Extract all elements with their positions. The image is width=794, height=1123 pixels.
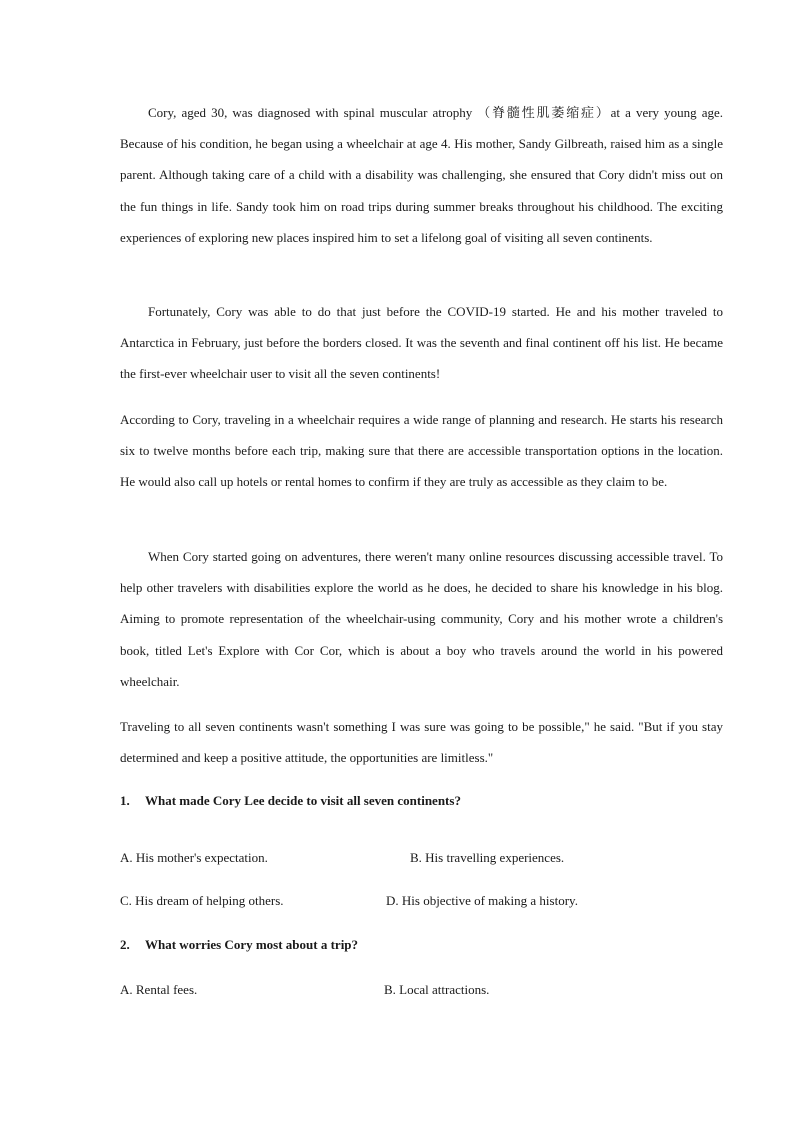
question-1-option-d: D. His objective of making a history. bbox=[386, 893, 578, 908]
question-1-option-c: C. His dream of helping others. bbox=[120, 893, 284, 908]
passage-paragraph-3: According to Cory, traveling in a wheelchair requires a wide range of planning and research. He starts his research six to twelve months before each trip, making sure that there are accessible transportation options in the location. He would also call up hotels or rental homes to confirm if they are truly as accessible as they claim to be. bbox=[120, 412, 723, 490]
question-1-option-b: B. His travelling experiences. bbox=[410, 850, 565, 865]
passage-paragraph-2: Fortunately, Cory was able to do that just before the COVID-19 started. He and his mother traveled to Antarctica in February, just before the borders closed. It was the seventh and final continent off his list. He became the first-ever wheelchair user to visit all the seven continents! bbox=[120, 304, 723, 382]
question-1-option-a: A. His mother's expectation. bbox=[120, 850, 268, 865]
question-1 bbox=[120, 793, 461, 809]
passage-paragraph-1: Cory, aged 30, was diagnosed with spinal muscular atrophy （脊髓性肌萎缩症）at a very young age. Because of his condition, he began using a wheelchair at age 4. His mother, Sandy Gilbreath, raised him as a single parent. Although taking care of a child with a disability was challenging, she ensured that Cory didn't miss out on the fun things in life. Sandy took him on road trips during summer breaks throughout his childhood. The exciting experiences of exploring new places inspired him to set a lifelong goal of visiting all seven continents. bbox=[120, 105, 723, 245]
passage-paragraph-4: When Cory started going on adventures, there weren't many online resources discussing accessible travel. To help other travelers with disabilities explore the world as he does, he decided to share his knowledge in his blog. Aiming to promote representation of the wheelchair-using community, Cory and his mother wrote a children's book, titled Let's Explore with Cor Cor, which is about a boy who travels around the world in his powered wheelchair. bbox=[120, 549, 723, 689]
question-2-option-a: A. Rental fees. bbox=[120, 982, 198, 997]
question-1-number: 1. bbox=[120, 793, 130, 808]
question-1-text: What made Cory Lee decide to visit all seven continents? bbox=[145, 793, 461, 808]
question-2-text: What worries Cory most about a trip? bbox=[145, 937, 359, 952]
question-2 bbox=[120, 937, 358, 953]
passage-paragraph-5: Traveling to all seven continents wasn't something I was sure was going to be possible," he said. "But if you stay determined and keep a positive attitude, the opportunities are limitless." bbox=[120, 719, 723, 766]
question-2-option-b: B. Local attractions. bbox=[384, 982, 490, 997]
question-2-number: 2. bbox=[120, 937, 130, 952]
